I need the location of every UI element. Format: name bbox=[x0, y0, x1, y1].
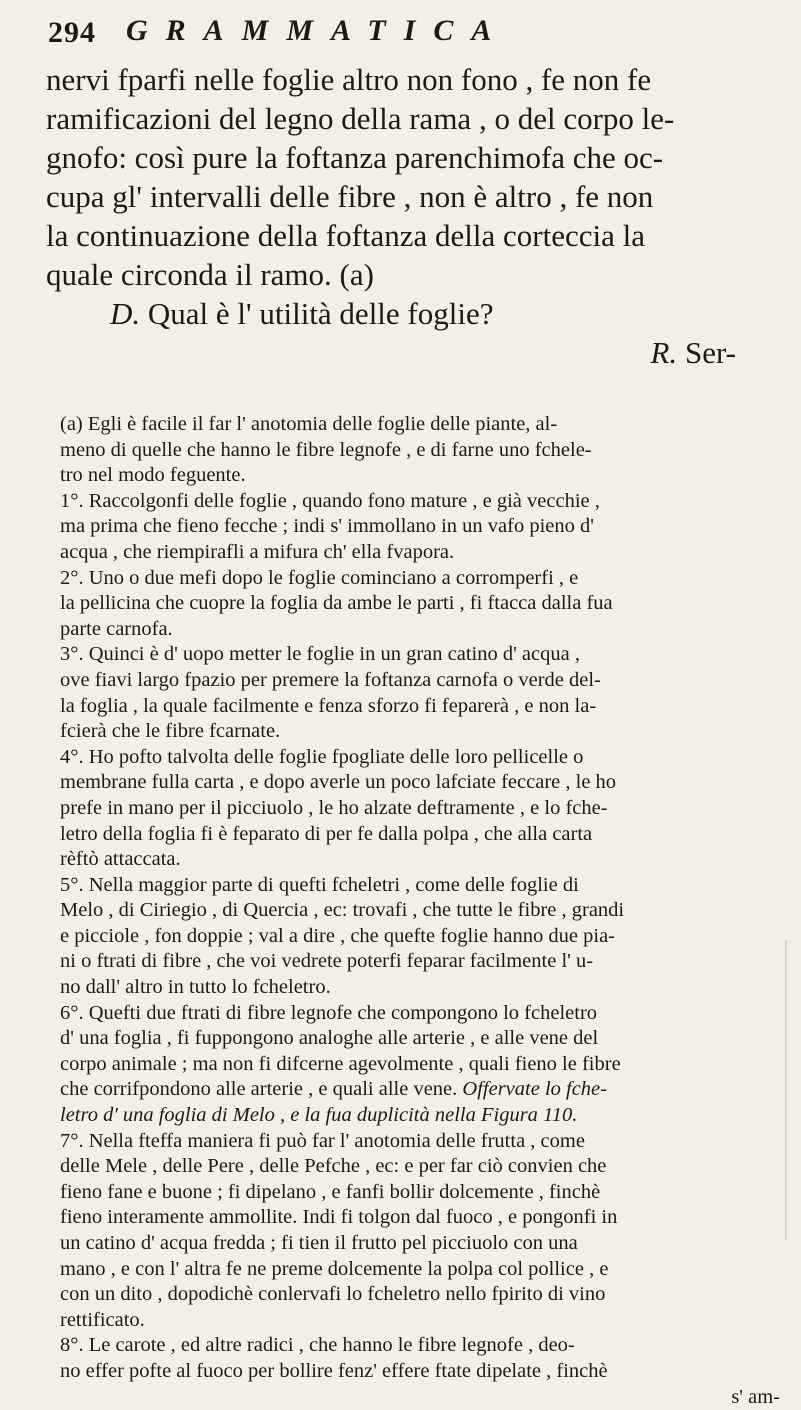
footnote-line: 2°. Uno o due mefi dopo le foglie cominciano a corromperfi , e bbox=[60, 566, 579, 589]
footnote-line: meno di quelle che hanno le fibre legnofe , e di farne uno fchele- bbox=[60, 438, 592, 461]
text-line: quale circonda il ramo. (a) bbox=[46, 257, 374, 292]
running-head: GRAMMATICA bbox=[126, 14, 510, 47]
footnote-line: no dall' altro in tutto lo fcheletro. bbox=[60, 976, 331, 999]
answer-speaker: R. bbox=[650, 335, 678, 370]
text-line: cupa gl' intervalli delle fibre , non è altro , fe non bbox=[46, 179, 654, 214]
footnote-line-text: che corrifpondono alle arterie , e quali alle vene. bbox=[60, 1078, 458, 1101]
footnote-line: delle Mele , delle Pere , delle Pefche , ec: e per far ciò convien che bbox=[60, 1155, 607, 1178]
answer-start-line bbox=[46, 333, 776, 372]
page-edge-rule bbox=[785, 940, 787, 1240]
footnote-italic-note: Offervate lo fche- bbox=[462, 1078, 607, 1101]
footnote-line: Melo , di Ciriegio , di Quercia , ec: trovafi , che tutte le fibre , grandi bbox=[60, 899, 625, 922]
footnote-line: 6°. Quefti due ftrati di fibre legnofe che compongono lo fcheletro bbox=[60, 1001, 598, 1024]
text-line: gnofo: così pure la foftanza parenchimofa che oc- bbox=[46, 140, 664, 175]
footnote-line: 5°. Nella maggior parte di quefti fcheletri , come delle foglie di bbox=[60, 873, 579, 896]
footnote-line: fcierà che le fibre fcarnate. bbox=[60, 720, 281, 743]
footnote-line: ma prima che fieno fecche ; indi s' immollano in un vafo pieno d' bbox=[60, 515, 594, 538]
footnote-line bbox=[60, 1077, 780, 1103]
footnote-line: acqua , che riempirafli a mifura ch' ella fvapora. bbox=[60, 540, 455, 563]
footnote-line: ni o ftrati di fibre , che voi vedrete poterfi feparar facilmente l' u- bbox=[60, 950, 594, 973]
footnote-line: parte carnofa. bbox=[60, 617, 173, 640]
footnote-line: rettificato. bbox=[60, 1308, 145, 1331]
footnote-line: ove fiavi largo fpazio per premere la foftanza carnofa o verde del- bbox=[60, 668, 601, 691]
footnote-line: letro della foglia fi è feparato di per fe dalla polpa , che alla carta bbox=[60, 822, 593, 845]
text-line: la continuazione della foftanza della corteccia la bbox=[46, 218, 645, 253]
footnote-line: rèftò attaccata. bbox=[60, 848, 181, 871]
text-line: ramificazioni del legno della rama , o del corpo le- bbox=[46, 101, 675, 136]
footnote-line: fieno interamente ammollite. Indi fi tolgon dal fuoco , e pongonfi in bbox=[60, 1206, 618, 1229]
footnote-line: letro d' una foglia di Melo , e la fua duplicità nella Figura 110. bbox=[60, 1104, 578, 1127]
answer-text: Ser- bbox=[684, 335, 736, 370]
footnote-line: un catino d' acqua fredda ; fi tien il frutto pel picciuolo con una bbox=[60, 1232, 578, 1254]
footnote bbox=[60, 412, 780, 1410]
footnote-line: mano , e con l' altra fe ne preme dolcemente la polpa col pollice , e bbox=[60, 1257, 609, 1280]
catchword: s' am- bbox=[731, 1385, 780, 1408]
footnote-line: 3°. Quinci è d' uopo metter le foglie in un gran catino d' acqua , bbox=[60, 643, 580, 666]
footnote-line: e picciole , fon doppie ; val a dire , che quefte foglie hanno due pia- bbox=[60, 924, 615, 947]
footnote-line: 7°. Nella fteffa maniera fi può far l' anotomia delle frutta , come bbox=[60, 1129, 585, 1152]
footnote-line: corpo animale ; ma non fi difcerne agevolmente , quali fieno le fibre bbox=[60, 1052, 621, 1075]
footnote-line: fieno fane e buone ; fi dipelano , e fanfi bollir dolcemente , finchè bbox=[60, 1180, 601, 1203]
text-line: nervi fparfi nelle foglie altro non fono , fe non fe bbox=[46, 62, 652, 97]
footnote-line: 1°. Raccolgonfi delle foglie , quando fono mature , e già vecchie , bbox=[60, 489, 600, 512]
question-text: Qual è l' utilità delle foglie? bbox=[147, 296, 494, 331]
footnote-line: d' una foglia , fi fuppongono analoghe alle arterie , e alle vene del bbox=[60, 1027, 599, 1050]
question-speaker: D. bbox=[110, 296, 141, 331]
footnote-line: (a) Egli è facile il far l' anotomia delle foglie delle piante, al- bbox=[60, 413, 558, 435]
footnote-line: prefe in mano per il picciuolo , le ho alzate deftramente , e lo fche- bbox=[60, 796, 608, 819]
footnote-line: la pellicina che cuopre la foglia da ambe le parti , fi ftacca dalla fua bbox=[60, 592, 613, 615]
page-header bbox=[48, 10, 768, 58]
question-line bbox=[46, 294, 776, 333]
main-text bbox=[46, 60, 776, 372]
footnote-line: 8°. Le carote , ed altre radici , che hanno le fibre legnofe , deo- bbox=[60, 1334, 575, 1357]
footnote-line: 4°. Ho pofto talvolta delle foglie fpogliate delle loro pellicelle o bbox=[60, 745, 584, 768]
page-number: 294 bbox=[48, 16, 96, 49]
footnote-line: no effer pofte al fuoco per bollire fenz' effere ftate dipelate , finchè bbox=[60, 1359, 608, 1382]
footnote-line: con un dito , dopodichè conlervafi lo fcheletro nello fpirito di vino bbox=[60, 1283, 606, 1306]
footnote-line: la foglia , la quale facilmente e fenza sforzo fi feparerà , e non la- bbox=[60, 694, 597, 717]
footnote-line: membrane fulla carta , e dopo averle un poco lafciate feccare , le ho bbox=[60, 771, 617, 794]
footnote-line: tro nel modo feguente. bbox=[60, 464, 246, 487]
